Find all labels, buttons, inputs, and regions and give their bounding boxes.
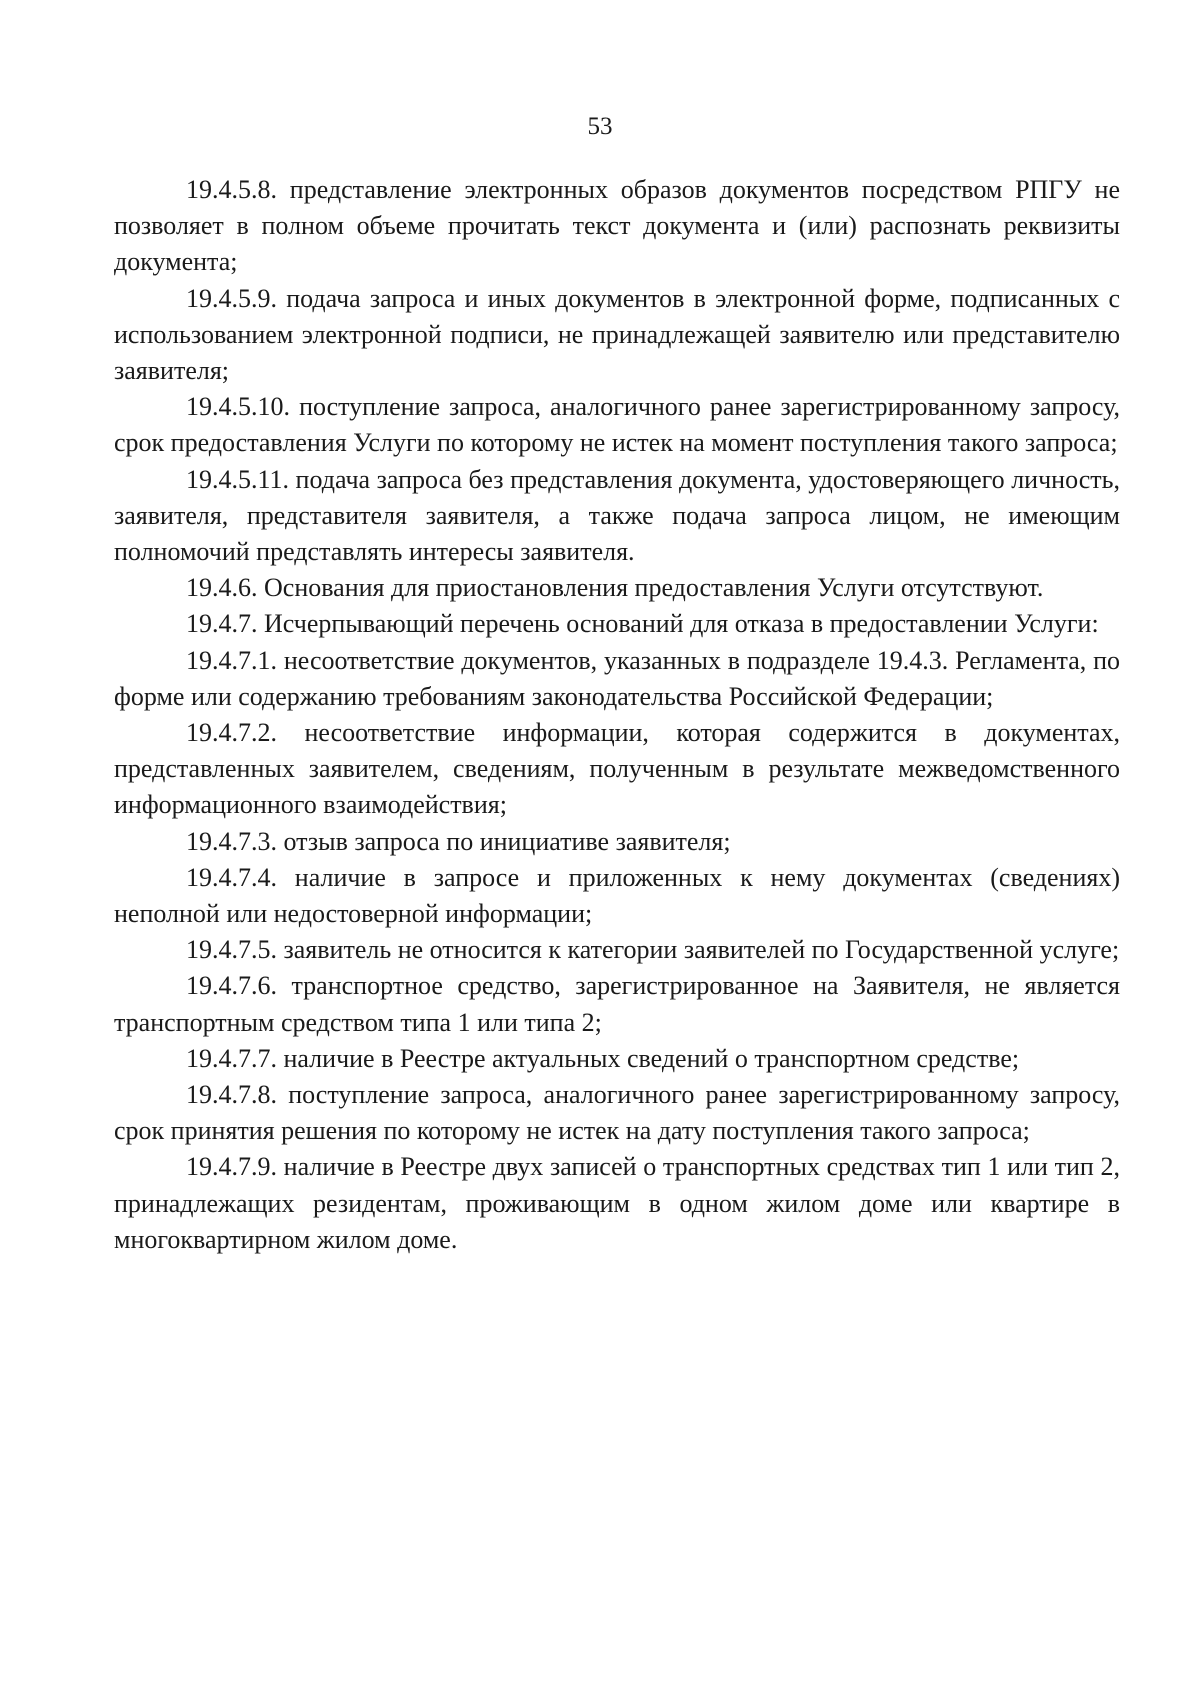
paragraph-19-4-7-4: 19.4.7.4. наличие в запросе и приложенных к нему документах (сведениях) неполной или недостоверной информации; [114, 862, 1120, 929]
paragraph-19-4-7-6: 19.4.7.6. транспортное средство, зарегистрированное на Заявителя, не является транспортным средством типа 1 или типа 2; [114, 971, 1120, 1037]
paragraph-19-4-7: 19.4.7. Исчерпывающий перечень оснований для отказа в предоставлении Услуги: [186, 609, 1099, 639]
page-number: 53 [587, 113, 613, 140]
paragraph-19-4-5-8: 19.4.5.8. представление электронных образов документов посредством РПГУ не позволяет в полном объеме прочитать текст документа и (или) распознать реквизиты документа; [114, 175, 1120, 277]
paragraph-19-4-7-1: 19.4.7.1. несоответствие документов, указанных в подразделе 19.4.3. Регламента, по форме или содержанию требованиям законодательства Российской Федерации; [114, 645, 1120, 711]
paragraph-19-4-7-3: 19.4.7.3. отзыв запроса по инициативе заявителя; [186, 826, 731, 856]
paragraph-19-4-5-11: 19.4.5.11. подача запроса без представления документа, удостоверяющего личность, заявителя, представителя заявителя, а также подача запроса лицом, не имеющим полномочий представлять интересы заявителя. [114, 464, 1120, 567]
paragraph-19-4-6: 19.4.6. Основания для приостановления предоставления Услуги отсутствуют. [186, 573, 1044, 603]
paragraph-19-4-7-7: 19.4.7.7. наличие в Реестре актуальных сведений о транспортном средстве; [186, 1043, 1020, 1073]
paragraph-19-4-7-2: 19.4.7.2. несоответствие информации, которая содержится в документах, представленных заявителем, сведениям, полученным в результате межведомственного информационного взаимодействия; [114, 718, 1120, 820]
paragraph-19-4-5-10: 19.4.5.10. поступление запроса, аналогичного ранее зарегистрированному запросу, срок предоставления Услуги по которому не истек на момент поступления такого запроса; [114, 392, 1120, 458]
document-body [114, 172, 1120, 1258]
paragraph-19-4-7-9: 19.4.7.9. наличие в Реестре двух записей о транспортных средствах тип 1 или тип 2, принадлежащих резидентам, проживающим в одном жилом доме или квартире в многоквартирном жилом доме. [114, 1152, 1120, 1254]
paragraph-19-4-7-8: 19.4.7.8. поступление запроса, аналогичного ранее зарегистрированному запросу, срок принятия решения по которому не истек на дату поступления такого запроса; [114, 1080, 1120, 1146]
paragraph-19-4-5-9: 19.4.5.9. подача запроса и иных документов в электронной форме, подписанных с использованием электронной подписи, не принадлежащей заявителю или представителю заявителя; [114, 283, 1120, 386]
paragraph-19-4-7-5: 19.4.7.5. заявитель не относится к категории заявителей по Государственной услуге; [186, 935, 1120, 965]
